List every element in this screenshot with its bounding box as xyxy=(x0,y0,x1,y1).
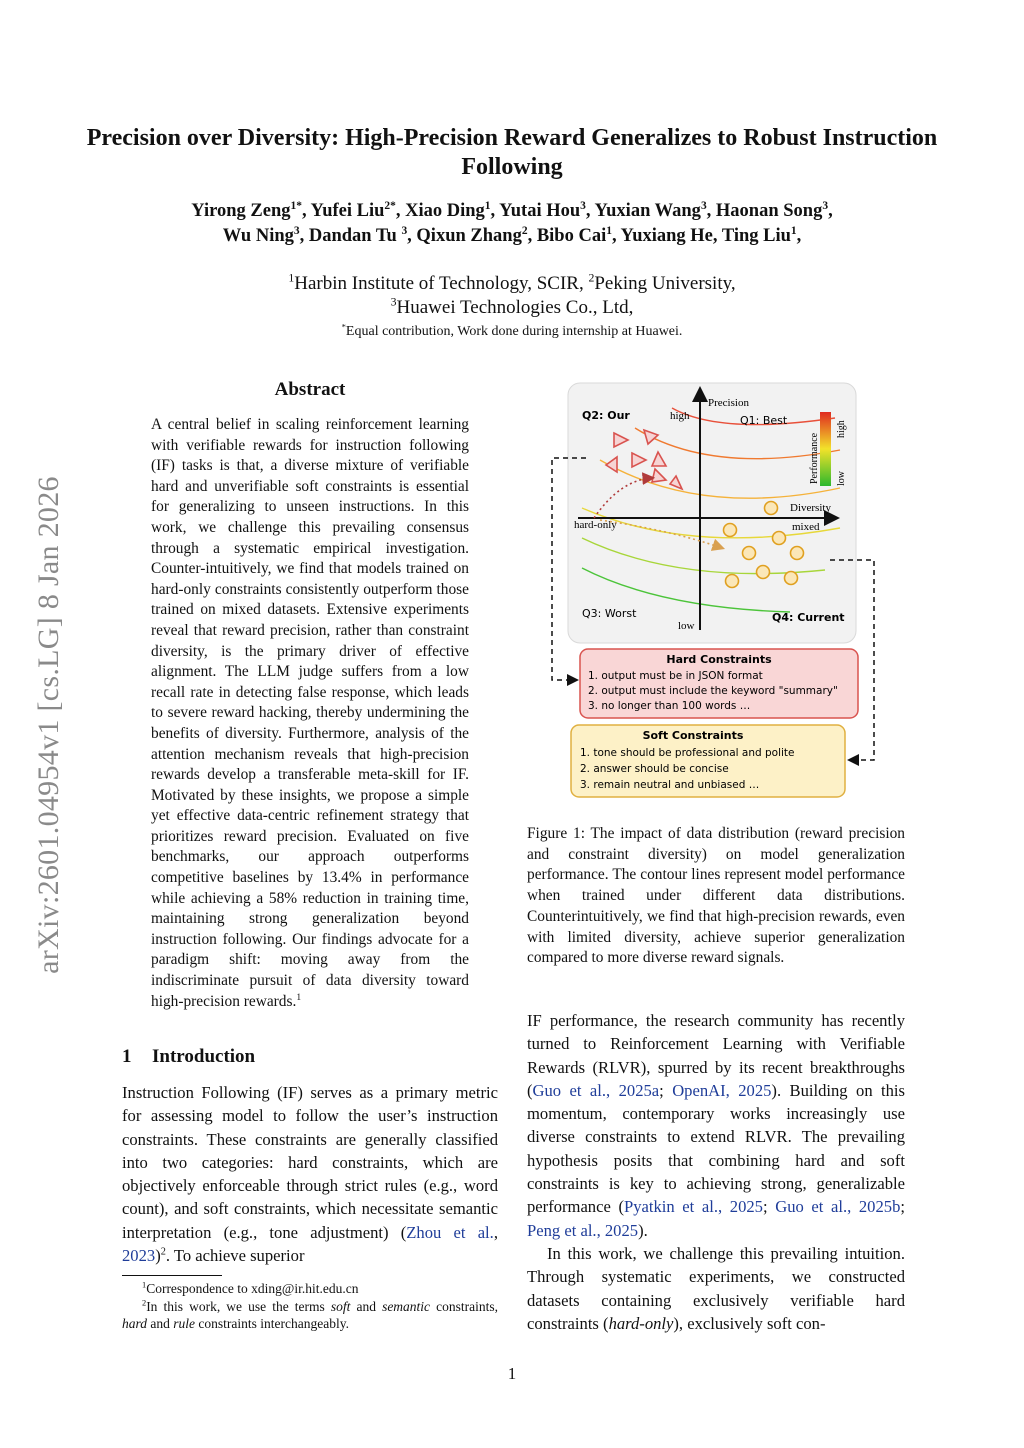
performance-colorbar xyxy=(820,412,831,486)
hard-constraint-item: 1. output must be in JSON format xyxy=(588,670,763,682)
author-name: Yutai Hou xyxy=(499,201,581,221)
author-name: Ting Liu xyxy=(721,226,791,246)
arxiv-watermark: arXiv:2601.04954v1 [cs.LG] 8 Jan 2026 xyxy=(32,476,65,974)
y-low-label: low xyxy=(678,620,695,632)
quadrant-label-q2: Q2: Our xyxy=(582,409,630,422)
footnote-rule xyxy=(122,1275,222,1276)
footnote-1: $^1$Correspondence to xding@ir.hit.edu.cn xyxy=(142,1280,359,1296)
quadrant-label-q4: Q4: Current xyxy=(772,611,845,624)
author-name: Haonan Song xyxy=(715,201,823,221)
author-name: Dandan Tu xyxy=(308,226,402,246)
figure-1-diagram xyxy=(540,380,890,800)
performance-low-label: low xyxy=(836,471,847,486)
abstract-body: A central belief in scaling reinforcement learning with verifiable rewards for instruction following (IF) tasks is that, a diverse mixture of verifiable hard and unverifiable soft constraints is essential for generalizing to unseen instructions. In this work, we challenge this prevailing consensus through a systematic empirical investigation. Counter-intuitively, we find that models trained on hard-only constraints consistently outperform those trained on mixed datasets. Extensive experiments reveal that reward precision, rather than constraint diversity, is the primary driver of effective alignment. The LLM judge suffers from a low recall rate in detecting false response, which leads to severe reward hacking, thereby undermining the benefits of diversity. Furthermore, analysis of the attention mechanism reveals that high-precision rewards develop a transferable meta-skill for IF. Motivated by these insights, we propose a simple yet effective data-centric refinement strategy that prioritizes reward precision. Evaluated on five benchmarks, our approach outperforms competitive baselines by 13.4% in performance while achieving a 58% reduction in training time, maintaining strong generalization beyond instruction following. Our findings advocate for a paradigm shift: moving away from the indiscriminate pursuit of data diversity toward high-precision rewards.$^1$ xyxy=(151,416,469,1010)
performance-label: Performance xyxy=(809,432,820,484)
circle-point xyxy=(757,566,770,579)
section-heading-introduction: 1 Introduction xyxy=(122,1046,256,1067)
author-name: Bibo Cai xyxy=(536,226,607,246)
abstract-heading: Abstract xyxy=(274,379,346,400)
circle-point xyxy=(765,502,778,515)
citation-link[interactable]: Guo et al., 2025b xyxy=(775,1197,901,1217)
y-axis-label: Precision xyxy=(708,397,749,409)
author-name: Yirong Zeng xyxy=(191,201,291,221)
hard-constraints-title: Hard Constraints xyxy=(666,653,772,666)
x-axis-label: Diversity xyxy=(790,502,831,514)
page-number: 1 xyxy=(507,1364,517,1383)
citation-link[interactable]: OpenAI, 2025 xyxy=(672,1080,772,1100)
author-name: Yuxiang He xyxy=(620,226,713,246)
circle-point xyxy=(785,572,798,585)
citation-link[interactable]: Pyatkin et al., 2025 xyxy=(623,1197,763,1217)
performance-high-label: high xyxy=(836,420,847,438)
circle-point xyxy=(791,547,804,560)
right-column-body: IF performance, the research community has recently turned to Reinforcement Learning with Verifiable Rewards (RLVR), spurred by its recent breakthroughs (Guo et al., 2025a; OpenAI, 2025). Building on this momentum, contemporary works increasingly use diverse constraints to extend RLVR. The prevailing hypothesis posits that combining hard and soft constraints is key to achieving strong, generalizable performance (Pyatkin et al., 2025; Guo et al., 2025b; Peng et al., 2025). In this work, we challenge this prevailing intuition. Through systematic experiments, we constructed datasets containing exclusively verifiable hard constraints (hard-only), exclusively soft con- xyxy=(527,1011,906,1333)
hard-constraint-item: 2. output must include the keyword "summary" xyxy=(588,685,838,697)
author-name: Yuxian Wang xyxy=(594,201,701,221)
author-name: Qixun Zhang xyxy=(416,226,522,246)
affiliations: $^1$Harbin Institute of Technology, SCIR, $^2$Peking University, $^3$Huawei Technologies Co., Ltd, xyxy=(288,271,736,318)
soft-constraint-item: 3. remain neutral and unbiased … xyxy=(580,779,760,791)
soft-constraints-title: Soft Constraints xyxy=(642,729,744,742)
author-name: Xiao Ding xyxy=(405,201,485,221)
citation-link[interactable]: Zhou et al. xyxy=(406,1222,494,1242)
citation-link[interactable]: Peng et al., 2025 xyxy=(527,1220,639,1240)
circle-point xyxy=(743,547,756,560)
author-name: Yufei Liu xyxy=(310,201,385,221)
x-mixed-label: mixed xyxy=(792,521,820,533)
author-list: Yirong Zeng$^{1*}$, Yufei Liu$^{2*}$, Xiao Ding$^1$, Yutai Hou$^3$, Yuxian Wang$^3$, Haonan Song$^3$, Wu Ning$^3$, Dandan Tu $^3$, Qixun Zhang$^2$, Bibo Cai$^1$, Yuxiang He, Ting Liu$^1$, xyxy=(191,199,833,246)
footnote-2: $^2$In this work, we use the terms soft and semantic constraints, hard and rule constraints interchangeably. xyxy=(122,1298,499,1331)
circle-point xyxy=(724,524,737,537)
quadrant-label-q3: Q3: Worst xyxy=(582,607,637,620)
citation-link[interactable]: Guo et al., 2025a xyxy=(532,1080,660,1100)
figure-1-caption: Figure 1: The impact of data distribution (reward precision and constraint diversity) on model generalization performance. The contour lines represent model performance when trained under different data distributions. Counterintuitively, we find that high-precision rewards, even with limited diversity, achieve superior generalization compared to more diverse reward signals. xyxy=(527,825,905,967)
paper-title: Precision over Diversity: High-Precision Reward Generalizes to Robust Instruction Following xyxy=(86,125,938,180)
y-high-label: high xyxy=(670,410,690,422)
equal-contribution-note: *Equal contribution, Work done during internship at Huawei. xyxy=(341,321,683,339)
introduction-body: Instruction Following (IF) serves as a primary metric for assessing model to follow the user’s instruction constraints. These constraints are generally classified into two categories: hard constraints, which are objectively enforceable through strict rules (e.g., word count), and soft constraints, which necessitate semantic interpretation (e.g., tone adjustment) (Zhou et al., 2023)$^2$. To achieve superior xyxy=(122,1083,498,1266)
circle-point xyxy=(726,575,739,588)
soft-constraint-item: 1. tone should be professional and polite xyxy=(580,747,795,759)
citation-year-link[interactable]: 2023 xyxy=(122,1246,156,1266)
soft-constraint-item: 2. answer should be concise xyxy=(580,763,729,775)
x-hard-only-label: hard-only xyxy=(574,519,617,531)
quadrant-label-q1: Q1: Best xyxy=(740,414,788,427)
author-name: Wu Ning xyxy=(222,226,294,246)
hard-constraint-item: 3. no longer than 100 words … xyxy=(588,700,751,712)
footnotes xyxy=(122,1280,498,1333)
circle-point xyxy=(773,532,786,545)
